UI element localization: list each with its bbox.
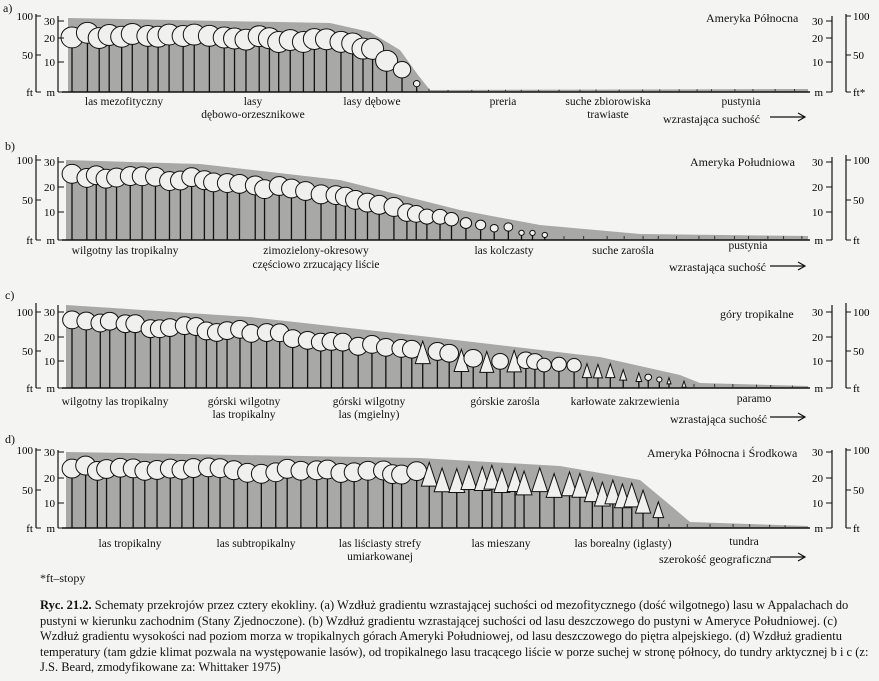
axis-label-m: 10: [812, 207, 823, 219]
axis-label-m: 10: [44, 356, 55, 368]
zone-label: las subtropikalny: [216, 538, 296, 550]
zone-label: suche zbiorowiska: [565, 96, 651, 108]
zone-label: lasy dębowe: [343, 96, 401, 108]
axis-label-m: m: [814, 87, 823, 99]
zone-label: tundra: [729, 536, 759, 548]
tree-crown: [567, 358, 581, 372]
panel-letter: b): [5, 139, 15, 153]
zone-label: pustynia: [721, 96, 761, 108]
axis-label-ft: ft: [853, 523, 860, 535]
zone-label: las tropikalny: [98, 538, 162, 550]
zone-label: suche zarośla: [592, 245, 654, 257]
axis-label-ft: 50: [853, 195, 864, 207]
tree-crown: [645, 374, 652, 380]
axis-label-m: m: [814, 235, 823, 247]
caption-label: Ryc. 21.2.: [40, 598, 92, 612]
zone-label: las mieszany: [471, 538, 531, 550]
axis-label-m: 30: [812, 157, 823, 169]
axis-label-m: 20: [44, 182, 55, 194]
axis-label-m: 30: [812, 307, 823, 319]
region-label: Ameryka Północna: [706, 11, 799, 25]
axis-label-m: 30: [812, 16, 823, 28]
gradient-label: szerokość geograficzna: [659, 552, 772, 566]
tree-crown: [537, 358, 551, 372]
gradient-label: wzrastająca suchość: [669, 260, 766, 274]
zone-label: preria: [489, 96, 517, 108]
panel-letter: a): [3, 1, 13, 15]
footnote: *ft–stopy: [40, 571, 86, 585]
axis-label-m: 30: [812, 447, 823, 459]
axis-label-m: 10: [44, 207, 55, 219]
zone-label: umiarkowanej: [347, 551, 413, 563]
axis-label-m: 10: [44, 498, 55, 510]
zone-label: lasy: [243, 96, 263, 108]
tree-crown: [504, 223, 513, 231]
zone-label: zimozielony-okresowy: [263, 245, 369, 257]
zone-label: karłowate zakrzewienia: [570, 396, 680, 408]
axis-label-ft: ft: [853, 383, 860, 395]
panel-letter: d): [5, 432, 15, 446]
axis-label-m: 10: [812, 498, 823, 510]
tree-crown: [393, 62, 410, 78]
zone-label: trawiaste: [587, 109, 629, 121]
tree-crown: [464, 349, 483, 367]
zone-label: las liściasty strefy: [338, 538, 422, 550]
axis-label-m: 20: [812, 332, 823, 344]
axis-label-m: 20: [44, 332, 55, 344]
axis-label-m: m: [46, 235, 55, 247]
zone-label: las kolczasty: [474, 245, 534, 257]
tree-crown: [444, 213, 458, 226]
tree-crown: [519, 230, 524, 235]
axis-label-m: 30: [44, 307, 55, 319]
caption-text: Schematy przekrojów przez cztery ekokliny. (a) Wzdłuż gradientu wzrastającej suchości od mezofitycznego (dość wilgotnego) lasu w Appalachach do pustyni w kierunku zachodnim (Stany Zjednoczone). (b) Wzdłuż gradientu wzrastającej suchości od lasu deszczowego do pustyni w Ameryce Południowej. (c) Wzdłuż gradientu wysokości nad poziom morza w tropikalnych górach Ameryki Południowej, od lasu deszczowego do piętra alpejskiego. (d) Wzdłuż gradientu temperatury (tam gdzie klimat pozwala na występowanie lasów), od tropikalnego lasu tracącego liście w porze suchej w stronę północy, do tundry arktycznej b i c (z: J.S. Beard, zmodyfikowane za: Whittaker 1975): [40, 598, 869, 674]
axis-label-m: m: [814, 383, 823, 395]
tree-crown: [413, 81, 420, 87]
zone-label: górski wilgotny: [207, 396, 281, 408]
figure-caption: [40, 598, 870, 676]
zone-label: las (mgielny): [338, 409, 400, 421]
axis-label-ft: 100: [16, 307, 33, 319]
axis-label-m: 20: [44, 33, 55, 45]
axis-label-ft: 100: [16, 11, 33, 23]
zone-label: dębowo-orzesznikowe: [201, 109, 305, 121]
axis-label-m: m: [46, 523, 55, 535]
axis-label-ft: 100: [853, 307, 870, 319]
axis-label-ft: 100: [16, 155, 33, 167]
axis-label-ft: 50: [22, 195, 33, 207]
axis-label-ft: 50: [853, 346, 864, 358]
axis-label-m: m: [46, 383, 55, 395]
panel-letter: c): [5, 288, 15, 302]
axis-label-m: 20: [812, 473, 823, 485]
gradient-label: wzrastająca suchość: [670, 412, 767, 426]
zone-label: las borealny (iglasty): [574, 538, 672, 550]
tree-crown: [492, 353, 509, 369]
axis-label-ft: 50: [22, 485, 33, 497]
zone-label: paramo: [736, 393, 772, 405]
axis-label-ft: ft: [26, 383, 33, 395]
axis-label-ft: ft: [26, 235, 33, 247]
axis-label-m: 30: [44, 447, 55, 459]
axis-label-ft: ft: [26, 87, 33, 99]
axis-label-m: 20: [44, 473, 55, 485]
tree-crown: [530, 230, 535, 235]
tree-crown: [490, 224, 498, 232]
zone-label: częściowo zrzucający liście: [252, 259, 380, 271]
zone-label: górskie zarośla: [470, 396, 540, 408]
tree-crown: [476, 220, 486, 230]
tree-crown: [657, 377, 662, 382]
axis-label-ft: ft*: [853, 87, 866, 99]
axis-label-ft: 100: [16, 445, 33, 457]
tree-crown: [440, 344, 459, 362]
axis-label-m: 20: [812, 33, 823, 45]
axis-label-ft: 100: [853, 445, 870, 457]
axis-label-m: 10: [812, 356, 823, 368]
axis-label-m: 20: [812, 182, 823, 194]
panel-d: [0, 430, 879, 575]
axis-label-m: 10: [812, 57, 823, 69]
panel-c: [0, 287, 879, 432]
axis-label-ft: ft: [853, 235, 860, 247]
axis-label-m: m: [46, 87, 55, 99]
zone-label: wilgotny las tropikalny: [61, 396, 169, 408]
panel-a: [0, 0, 879, 145]
axis-label-m: m: [814, 523, 823, 535]
panel-b: [0, 140, 879, 285]
axis-label-ft: 100: [853, 11, 870, 23]
zone-label: las mezofityczny: [84, 96, 164, 108]
region-label: Ameryka Południowa: [690, 155, 795, 169]
zone-label: wilgotny las tropikalny: [71, 245, 179, 257]
axis-label-m: 10: [44, 57, 55, 69]
zone-label: las tropikalny: [212, 409, 276, 421]
axis-label-ft: 50: [853, 50, 864, 62]
axis-label-m: 30: [44, 157, 55, 169]
axis-label-ft: ft: [26, 523, 33, 535]
region-label: Ameryka Północna i Środkowa: [647, 446, 798, 460]
axis-label-ft: 50: [22, 50, 33, 62]
axis-label-ft: 100: [853, 155, 870, 167]
gradient-label: wzrastająca suchość: [663, 112, 760, 126]
region-label: góry tropikalne: [720, 307, 794, 321]
tree-crown: [542, 232, 547, 237]
zone-label: górski wilgotny: [332, 396, 406, 408]
axis-label-m: 30: [44, 16, 55, 28]
axis-label-ft: 50: [853, 485, 864, 497]
zone-label: pustynia: [728, 240, 768, 252]
tree-crown: [552, 357, 567, 371]
tree-crown: [460, 218, 471, 229]
axis-label-ft: 50: [22, 346, 33, 358]
